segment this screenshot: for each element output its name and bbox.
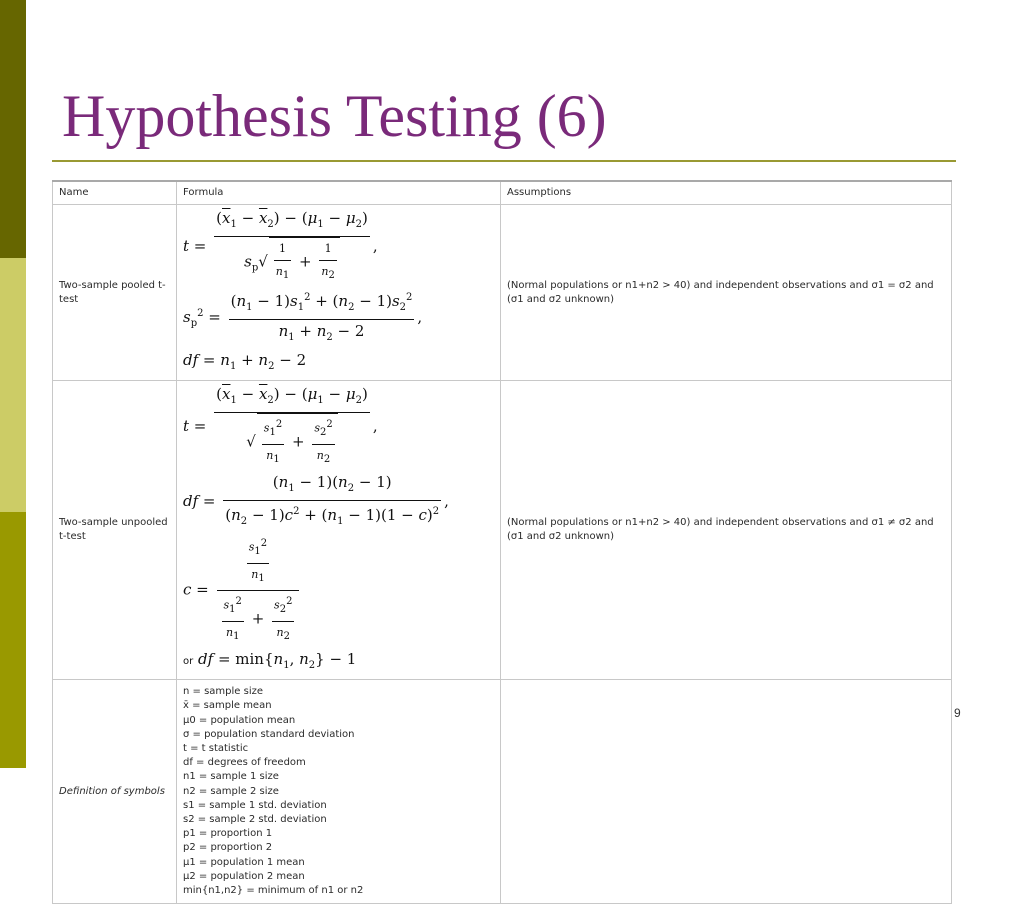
sidebar-decoration [0,0,26,768]
list-item: t = t statistic [183,743,249,755]
symbol-list [183,683,494,900]
header-formula: Formula [177,181,501,205]
table-row [53,680,952,904]
row-name-pooled: Two-sample pooled t-test [53,205,177,381]
formula-pooled [177,205,501,381]
symbol-definitions [177,680,501,904]
list-item: df = degrees of freedom [183,757,306,769]
formula-unpooled [177,381,501,680]
list-item: p2 = proportion 2 [183,842,273,854]
assumptions-unpooled: (Normal populations or n1+n2 > 40) and independent observations and σ1 ≠ σ2 and (σ1 and σ2 unknown) [501,381,952,680]
assumptions-pooled: (Normal populations or n1+n2 > 40) and independent observations and σ1 = σ2 and (σ1 and σ2 unknown) [501,205,952,381]
table-row [53,381,952,680]
slide-title: Hypothesis Testing (6) [62,83,607,149]
list-item: p1 = proportion 1 [183,828,273,840]
list-item: μ2 = population 2 mean [183,870,305,882]
sidebar-segment-top [0,0,26,258]
sidebar-segment-middle [0,258,26,512]
pooled-formula-math: t = $(\overline{x}_1 - \overline{x}_2) - (\mu_1 - \mu_2)$ $s_p√$ $\frac{1}{n_1}$ + $\frac{1}{n_2}$ , $s_p^2$ = $\frac{(n_1 - 1)s_1^2 + (n_2 - 1)s_2^2}{n_1 + n_2 - 2}$ , df = $n_1 + n_2 - 2$ [183,209,423,373]
page-number: 9 [954,706,961,720]
list-item: n1 = sample 1 size [183,771,279,783]
formula-table [52,180,952,904]
list-item: σ = population standard deviation [183,728,355,740]
table-row [53,205,952,381]
sidebar-segment-bottom [0,512,26,768]
header-assumptions: Assumptions [501,181,952,205]
list-item: s2 = sample 2 std. deviation [183,814,327,826]
or-label: or [183,656,194,668]
row-name-definitions: Definition of symbols [53,680,177,904]
header-name: Name [53,181,177,205]
unpooled-formula-math: t = $(\overline{x}_1 - \overline{x}_2) - (\mu_1 - \mu_2)$ √ $\frac{s_1^2}{n_1}$ + $\frac{s_2^2}{n_2}$ , df = $\frac{(n_1 - 1)(n_2 - 1)}{(n_2 - 1)c^2 + (n_1 - 1)(1 - c)^2}$ , c = $\frac{s_1^2}{n_1}$ $\frac{s_1^2}{n_1}$ + $\frac{s_2^2}{n_2}$ or df = $\min\{n_1$, $n_2\} - 1$ [183,385,449,672]
formula-table-container [52,180,952,897]
list-item: min{n1,n2} = minimum of n1 or n2 [183,885,364,897]
definitions-empty-cell [501,680,952,904]
table-header-row [53,181,952,205]
list-item: μ1 = population 1 mean [183,856,305,868]
list-item: x̄ = sample mean [183,700,272,712]
list-item: n = sample size [183,686,263,698]
list-item: s1 = sample 1 std. deviation [183,799,327,811]
row-name-unpooled: Two-sample unpooled t-test [53,381,177,680]
list-item: μ0 = population mean [183,714,296,726]
list-item: n2 = sample 2 size [183,785,279,797]
title-divider [52,160,956,162]
